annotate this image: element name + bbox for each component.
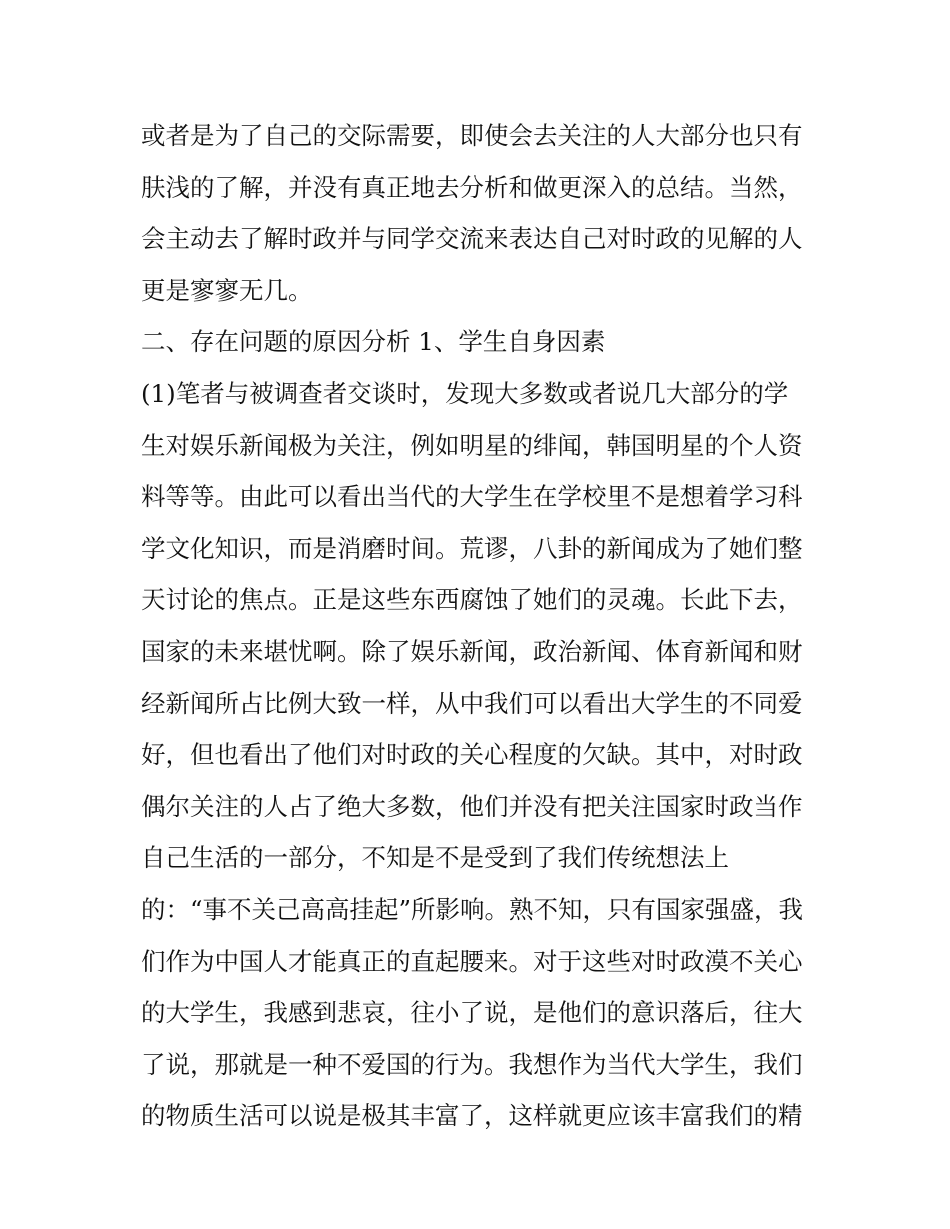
text-line: 学文化知识，而是消磨时间。荒谬，八卦的新闻成为了她们整 [141,533,803,563]
text-line: 料等等。由此可以看出当代的大学生在学校里不是想着学习科 [141,482,803,512]
body-text [141,110,821,1142]
text-line: 的物质生活可以说是极其丰富了，这样就更应该丰富我们的精 [141,1101,803,1131]
text-line: 国家的未来堪忧啊。除了娱乐新闻，政治新闻、体育新闻和财 [141,636,803,666]
section-heading: 二、存在问题的原因分析 1、学生自身因素 [141,327,606,357]
text-line: 经新闻所占比例大致一样，从中我们可以看出大学生的不同爱 [141,688,803,718]
text-line: (1)笔者与被调查者交谈时，发现大多数或者说几大部分的学 [141,378,789,408]
text-line: 好，但也看出了他们对时政的关心程度的欠缺。其中，对时政 [141,740,803,770]
text-line: 肤浅的了解，并没有真正地去分析和做更深入的总结。当然， [141,172,803,202]
text-line: 会主动去了解时政并与同学交流来表达自己对时政的见解的人 [141,224,803,254]
text-line: 生对娱乐新闻极为关注，例如明星的绯闻，韩国明星的个人资 [141,430,803,460]
text-line: 们作为中国人才能真正的直起腰来。对于这些对时政漠不关心 [141,946,803,976]
text-line: 天讨论的焦点。正是这些东西腐蚀了她们的灵魂。长此下去， [141,585,803,615]
text-line: 自己生活的一部分，不知是不是受到了我们传统想法上 [141,843,729,873]
text-line: 的：“事不关己高高挂起”所影响。熟不知，只有国家强盛，我 [141,894,804,924]
text-line: 偶尔关注的人占了绝大多数，他们并没有把关注国家时政当作 [141,791,803,821]
text-line: 了说，那就是一种不爱国的行为。我想作为当代大学生，我们 [141,1049,803,1079]
text-line: 更是寥寥无几。 [141,275,313,305]
text-line: 或者是为了自己的交际需要，即使会去关注的人大部分也只有 [141,121,803,150]
text-line: 的大学生，我感到悲哀，往小了说，是他们的意识落后，往大 [141,998,803,1028]
